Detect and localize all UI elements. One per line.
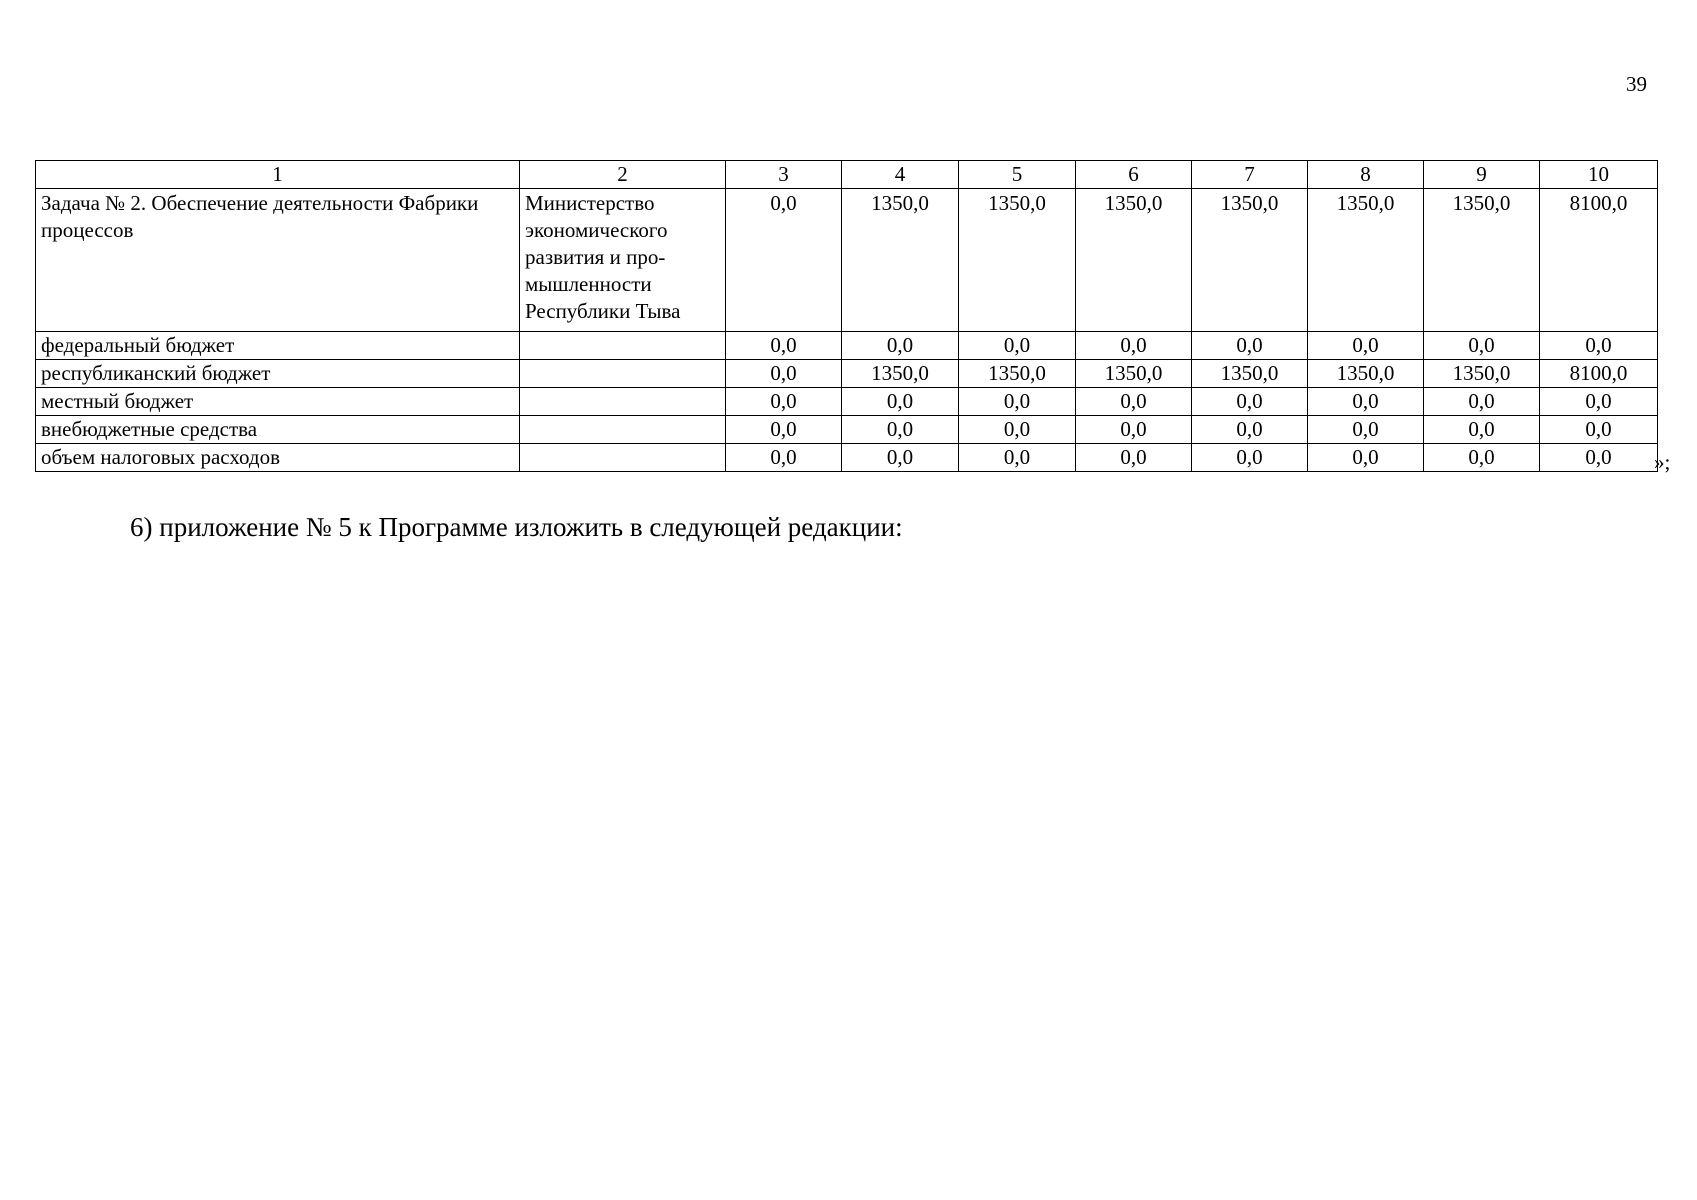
- closing-quote-mark: »;: [1654, 450, 1671, 474]
- task-row: [36, 189, 1658, 332]
- value-cell: 0,0: [1540, 444, 1658, 472]
- value-cell: 0,0: [842, 388, 959, 416]
- value-cell: 0,0: [1076, 416, 1192, 444]
- column-header: 3: [726, 161, 842, 189]
- value-cell: 1350,0: [1424, 189, 1540, 332]
- value-cell: 0,0: [1540, 332, 1658, 360]
- budget-table: [35, 160, 1658, 472]
- value-cell: 0,0: [726, 416, 842, 444]
- column-header: 1: [36, 161, 520, 189]
- table-row: [36, 360, 1658, 388]
- value-cell: 0,0: [1076, 332, 1192, 360]
- value-cell: 1350,0: [959, 360, 1076, 388]
- value-cell: 0,0: [959, 388, 1076, 416]
- row-label: федеральный бюджет: [36, 332, 520, 360]
- value-cell: 0,0: [726, 444, 842, 472]
- value-cell: 0,0: [1308, 444, 1424, 472]
- value-cell: 0,0: [1076, 444, 1192, 472]
- value-cell: 0,0: [1076, 388, 1192, 416]
- value-cell: 0,0: [1424, 332, 1540, 360]
- value-cell: 0,0: [726, 360, 842, 388]
- empty-cell: [520, 388, 726, 416]
- value-cell: 1350,0: [1308, 360, 1424, 388]
- value-cell: 0,0: [842, 444, 959, 472]
- table-row: [36, 388, 1658, 416]
- page-number: 39: [1626, 72, 1647, 96]
- executor-cell: [520, 189, 726, 332]
- value-cell: 0,0: [1540, 388, 1658, 416]
- value-cell: 1350,0: [842, 189, 959, 332]
- amendment-paragraph: 6) приложение № 5 к Программе изложить в следующей редакции:: [130, 512, 903, 542]
- value-cell: 1350,0: [1192, 189, 1308, 332]
- value-cell: 0,0: [1308, 416, 1424, 444]
- value-cell: 0,0: [1424, 444, 1540, 472]
- value-cell: 1350,0: [1076, 360, 1192, 388]
- value-cell: 0,0: [959, 332, 1076, 360]
- value-cell: 0,0: [1192, 416, 1308, 444]
- value-cell: 0,0: [1192, 332, 1308, 360]
- column-header: 9: [1424, 161, 1540, 189]
- executor-line: экономического: [525, 218, 668, 242]
- column-header: 7: [1192, 161, 1308, 189]
- value-cell: 1350,0: [959, 189, 1076, 332]
- value-cell: 1350,0: [1308, 189, 1424, 332]
- row-label: местный бюджет: [36, 388, 520, 416]
- empty-cell: [520, 332, 726, 360]
- value-cell: 0,0: [1308, 332, 1424, 360]
- column-number-row: [36, 161, 1658, 189]
- value-cell: 0,0: [726, 388, 842, 416]
- value-cell: 0,0: [842, 416, 959, 444]
- value-cell: 0,0: [1540, 416, 1658, 444]
- value-cell: 8100,0: [1540, 189, 1658, 332]
- column-header: 6: [1076, 161, 1192, 189]
- value-cell: 1350,0: [1424, 360, 1540, 388]
- table-row: [36, 416, 1658, 444]
- value-cell: 0,0: [1192, 444, 1308, 472]
- value-cell: 0,0: [1424, 416, 1540, 444]
- executor-line: Республики Тыва: [525, 299, 681, 323]
- value-cell: 0,0: [959, 416, 1076, 444]
- value-cell: 0,0: [842, 332, 959, 360]
- value-cell: 0,0: [1308, 388, 1424, 416]
- empty-cell: [520, 360, 726, 388]
- table-row: [36, 444, 1658, 472]
- value-cell: 1350,0: [1192, 360, 1308, 388]
- row-label: объем налоговых расходов: [36, 444, 520, 472]
- empty-cell: [520, 444, 726, 472]
- row-label: внебюджетные средства: [36, 416, 520, 444]
- column-header: 10: [1540, 161, 1658, 189]
- value-cell: 0,0: [1192, 388, 1308, 416]
- empty-cell: [520, 416, 726, 444]
- value-cell: 0,0: [1424, 388, 1540, 416]
- column-header: 8: [1308, 161, 1424, 189]
- row-label: республиканский бюджет: [36, 360, 520, 388]
- column-header: 4: [842, 161, 959, 189]
- column-header: 2: [520, 161, 726, 189]
- table-row: [36, 332, 1658, 360]
- value-cell: 0,0: [726, 189, 842, 332]
- value-cell: 0,0: [959, 444, 1076, 472]
- value-cell: 1350,0: [1076, 189, 1192, 332]
- task-name-cell: Задача № 2. Обеспечение деятельности Фабрики процессов: [36, 189, 520, 332]
- value-cell: 8100,0: [1540, 360, 1658, 388]
- value-cell: 0,0: [726, 332, 842, 360]
- executor-line: Министерство: [525, 191, 655, 215]
- column-header: 5: [959, 161, 1076, 189]
- executor-line: развития и про-: [525, 245, 666, 269]
- executor-line: мышленности: [525, 272, 652, 296]
- value-cell: 1350,0: [842, 360, 959, 388]
